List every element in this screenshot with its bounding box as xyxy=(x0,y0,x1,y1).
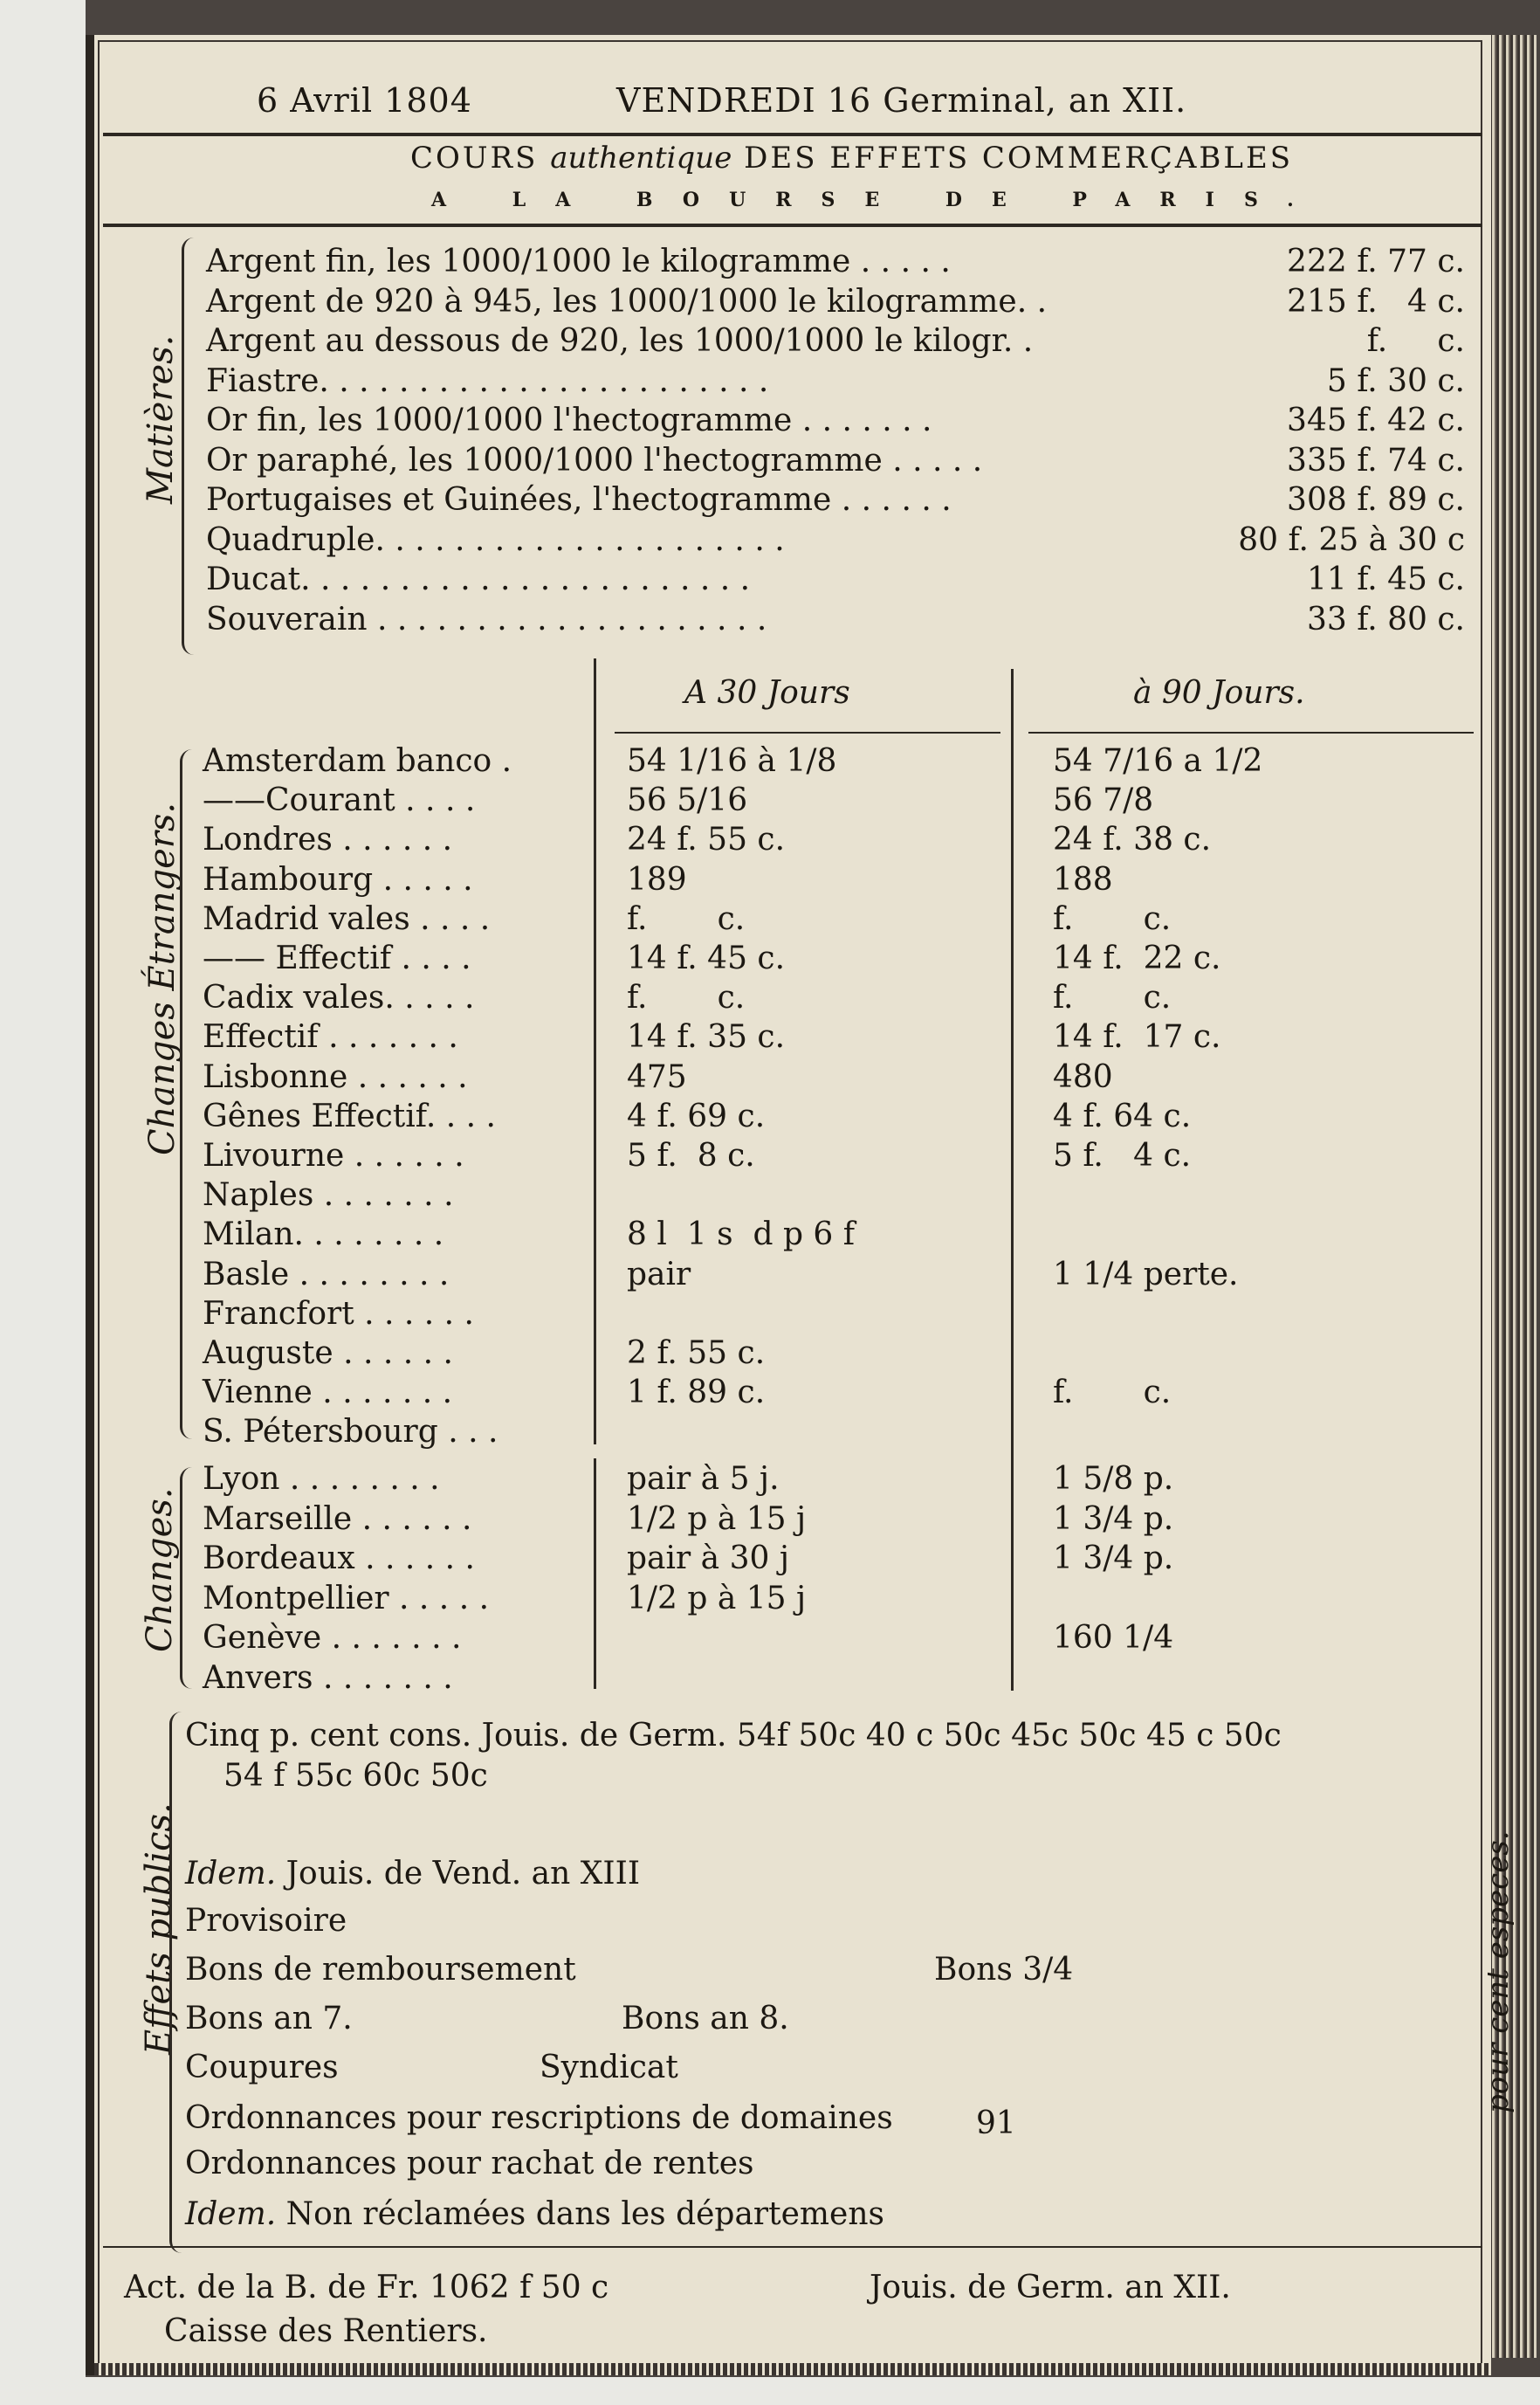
change-place: Genève . . . . . . . xyxy=(203,1620,462,1656)
etranger-place: Hambourg . . . . . xyxy=(203,861,473,898)
etranger-90-jours: f. c. xyxy=(1053,1375,1172,1411)
frame-border-ornament xyxy=(94,2363,1491,2375)
etranger-90-jours: 1 1/4 perte. xyxy=(1053,1256,1239,1292)
change-place: Marseille . . . . . . xyxy=(203,1500,472,1537)
etranger-90-jours: 188 xyxy=(1053,861,1113,898)
etranger-90-jours: 56 7/8 xyxy=(1053,782,1154,819)
change-place: Anvers . . . . . . . xyxy=(203,1659,453,1696)
matiere-value: 215 f. 4 c. xyxy=(1287,283,1465,320)
change-90-jours: 1 3/4 p. xyxy=(1053,1540,1174,1576)
matiere-label: Or fin, les 1000/1000 l'hectogramme . . . . . . . xyxy=(206,403,932,438)
etranger-place: —— Effectif . . . . xyxy=(203,941,471,976)
etranger-place: S. Pétersbourg . . . xyxy=(203,1414,498,1451)
etranger-90-jours: f. c. xyxy=(1053,900,1172,937)
change-place: Montpellier . . . . . xyxy=(203,1580,490,1616)
change-30-jours: 1/2 p à 15 j xyxy=(627,1500,807,1537)
scan-background xyxy=(0,0,86,2405)
header-title xyxy=(410,141,1294,176)
etranger-30-jours: f. c. xyxy=(627,980,746,1016)
etranger-place: Francfort . . . . . . xyxy=(203,1295,474,1332)
etranger-90-jours: 4 f. 64 c. xyxy=(1053,1098,1192,1134)
effet-bons-value: Bons 3/4 xyxy=(934,1952,1074,1988)
change-30-jours: pair à 5 j. xyxy=(627,1461,780,1497)
header-day: VENDREDI 16 Germinal, an XII. xyxy=(616,81,1187,120)
brace xyxy=(182,238,196,655)
etranger-place: Madrid vales . . . . xyxy=(203,900,491,937)
etranger-place: Naples . . . . . . . xyxy=(203,1177,454,1214)
rule xyxy=(103,133,1482,136)
effet-idem-vend xyxy=(185,1858,640,1890)
etranger-30-jours: 2 f. 55 c. xyxy=(627,1335,766,1371)
change-30-jours: pair à 30 j xyxy=(627,1540,789,1576)
etranger-place: Vienne . . . . . . . xyxy=(203,1375,453,1411)
effet-ordonnances-domaines: Ordonnances pour rescriptions de domaines xyxy=(185,2100,893,2136)
change-90-jours: 160 1/4 xyxy=(1053,1620,1174,1656)
etranger-place: Amsterdam banco . xyxy=(203,743,512,779)
effet-cinq-cont: 54 f 55c 60c 50c xyxy=(223,1758,488,1794)
effet-idem-nonreclamees xyxy=(185,2196,885,2232)
header-title-a: COURS xyxy=(410,141,539,176)
effet-idem-vend-b: Jouis. de Vend. an XIII xyxy=(285,1856,641,1892)
etranger-30-jours: 24 f. 55 c. xyxy=(627,822,786,858)
change-90-jours: 1 3/4 p. xyxy=(1053,1500,1174,1537)
scan-background-bottom xyxy=(0,2377,1540,2405)
rule xyxy=(103,2246,1482,2248)
matiere-label: Portugaises et Guinées, l'hectogramme . . . . . . xyxy=(206,482,952,518)
effet-bons-remb: Bons de remboursement xyxy=(185,1952,576,1988)
change-place: Lyon . . . . . . . . xyxy=(203,1461,440,1497)
page xyxy=(86,35,1516,2375)
etranger-90-jours: 14 f. 17 c. xyxy=(1053,1019,1221,1056)
column-head-30: A 30 Jours xyxy=(684,675,850,711)
effet-idem-vend-a: Idem. xyxy=(185,1856,277,1892)
matiere-value: 33 f. 80 c. xyxy=(1306,601,1465,637)
footer-actions-banque: Act. de la B. de Fr. 1062 f 50 c xyxy=(124,2270,609,2305)
matiere-value: 80 f. 25 à 30 c xyxy=(1238,521,1465,558)
etranger-place: Milan. . . . . . . . xyxy=(203,1216,444,1253)
etranger-90-jours: f. c. xyxy=(1053,980,1172,1016)
matiere-label: Argent fin, les 1000/1000 le kilogramme . . . . . xyxy=(206,244,951,279)
etranger-30-jours: f. c. xyxy=(627,900,746,937)
section-label-changes: Changes. xyxy=(140,1487,180,1652)
etranger-30-jours: 56 5/16 xyxy=(627,782,748,819)
matiere-label: Quadruple. . . . . . . . . . . . . . . . . . . . . xyxy=(206,521,785,558)
etranger-30-jours: 8 l 1 s d p 6 f xyxy=(627,1216,856,1253)
etranger-place: Effectif . . . . . . . xyxy=(203,1019,458,1056)
etranger-place: Livourne . . . . . . xyxy=(203,1138,464,1174)
rule xyxy=(1028,732,1474,734)
header-title-c: DES EFFETS COMMERÇABLES xyxy=(744,141,1294,176)
matiere-label: Fiastre. . . . . . . . . . . . . . . . . . . . . . . xyxy=(206,362,769,399)
etranger-90-jours: 54 7/16 a 1/2 xyxy=(1053,743,1263,779)
footer-jouis: Jouis. de Germ. an XII. xyxy=(870,2270,1231,2305)
etranger-30-jours: 5 f. 8 c. xyxy=(627,1138,755,1174)
effet-ordonnances-rentes: Ordonnances pour rachat de rentes xyxy=(185,2146,754,2181)
matiere-label: Souverain . . . . . . . . . . . . . . . . . . . . xyxy=(206,601,767,637)
matiere-value: 5 f. 30 c. xyxy=(1326,362,1465,399)
matiere-label: Argent de 920 à 945, les 1000/1000 le kilogramme. . xyxy=(206,283,1048,320)
etranger-30-jours: 4 f. 69 c. xyxy=(627,1098,766,1134)
effet-idem-nr-b: Non réclamées dans les départemens xyxy=(285,2196,885,2232)
effet-bons-an8: Bons an 8. xyxy=(622,2001,789,2036)
etranger-place: Basle . . . . . . . . xyxy=(203,1256,450,1292)
rule xyxy=(103,224,1482,227)
column-divider xyxy=(594,658,596,1444)
brace xyxy=(169,1712,184,2253)
etranger-30-jours: 14 f. 35 c. xyxy=(627,1019,786,1056)
etranger-30-jours: 189 xyxy=(627,861,687,898)
header-title-b: authentique xyxy=(550,141,732,176)
etranger-90-jours: 5 f. 4 c. xyxy=(1053,1138,1192,1174)
etranger-30-jours: 14 f. 45 c. xyxy=(627,941,786,976)
matiere-value: 345 f. 42 c. xyxy=(1287,403,1465,438)
column-divider xyxy=(594,1458,596,1689)
margin-note: pour cent especes. xyxy=(1481,1830,1516,2113)
etranger-place: ——Courant . . . . xyxy=(203,782,476,819)
brace xyxy=(180,749,195,1439)
matiere-value: 222 f. 77 c. xyxy=(1287,244,1465,279)
etranger-place: Auguste . . . . . . xyxy=(203,1335,453,1371)
matiere-value: f. c. xyxy=(1366,323,1465,359)
etranger-place: Londres . . . . . . xyxy=(203,822,453,858)
effet-coupures: Coupures xyxy=(185,2050,339,2085)
effet-bons-an7: Bons an 7. xyxy=(185,2001,353,2036)
change-place: Bordeaux . . . . . . xyxy=(203,1540,475,1576)
matiere-value: 11 f. 45 c. xyxy=(1306,562,1465,597)
effet-provisoire: Provisoire xyxy=(185,1903,347,1939)
matiere-value: 335 f. 74 c. xyxy=(1287,442,1465,479)
matiere-value: 308 f. 89 c. xyxy=(1287,482,1465,518)
change-90-jours: 1 5/8 p. xyxy=(1053,1461,1174,1497)
header-date: 6 Avril 1804 xyxy=(257,81,472,120)
matiere-label: Ducat. . . . . . . . . . . . . . . . . . . . . . . xyxy=(206,562,751,597)
etranger-place: Gênes Effectif. . . . xyxy=(203,1098,496,1134)
matiere-label: Or paraphé, les 1000/1000 l'hectogramme . . . . . xyxy=(206,442,983,479)
column-divider xyxy=(1011,669,1014,1691)
etranger-place: Lisbonne . . . . . . xyxy=(203,1058,468,1095)
change-30-jours: 1/2 p à 15 j xyxy=(627,1580,807,1616)
etranger-30-jours: 54 1/16 à 1/8 xyxy=(627,743,837,779)
etranger-30-jours: 475 xyxy=(627,1058,687,1095)
effet-ordonnances-value: 91 xyxy=(976,2105,1016,2141)
section-label-etrangers: Changes Étrangers. xyxy=(142,802,182,1155)
etranger-place: Cadix vales. . . . . xyxy=(203,980,475,1016)
matiere-label: Argent au dessous de 920, les 1000/1000 le kilogr. . xyxy=(206,323,1034,359)
footer-caisse: Caisse des Rentiers. xyxy=(164,2313,488,2349)
effet-cinq: Cinq p. cent cons. Jouis. de Germ. 54f 50c 40 c 50c 45c 50c 45 c 50c xyxy=(185,1718,1282,1754)
effet-syndicat: Syndicat xyxy=(540,2050,678,2085)
etranger-90-jours: 480 xyxy=(1053,1058,1113,1095)
section-label-effets: Effets publics. xyxy=(139,1802,179,2055)
etranger-90-jours: 14 f. 22 c. xyxy=(1053,941,1221,976)
etranger-30-jours: pair xyxy=(627,1256,691,1292)
rule xyxy=(615,732,1000,734)
section-label-matieres: Matières. xyxy=(141,334,181,504)
header-subtitle: A LA BOURSE DE PARIS. xyxy=(431,189,1323,211)
column-head-90: à 90 Jours. xyxy=(1133,675,1305,711)
brace xyxy=(180,1467,195,1689)
etranger-90-jours: 24 f. 38 c. xyxy=(1053,822,1212,858)
etranger-30-jours: 1 f. 89 c. xyxy=(627,1375,766,1411)
effet-idem-nr-a: Idem. xyxy=(185,2196,277,2232)
